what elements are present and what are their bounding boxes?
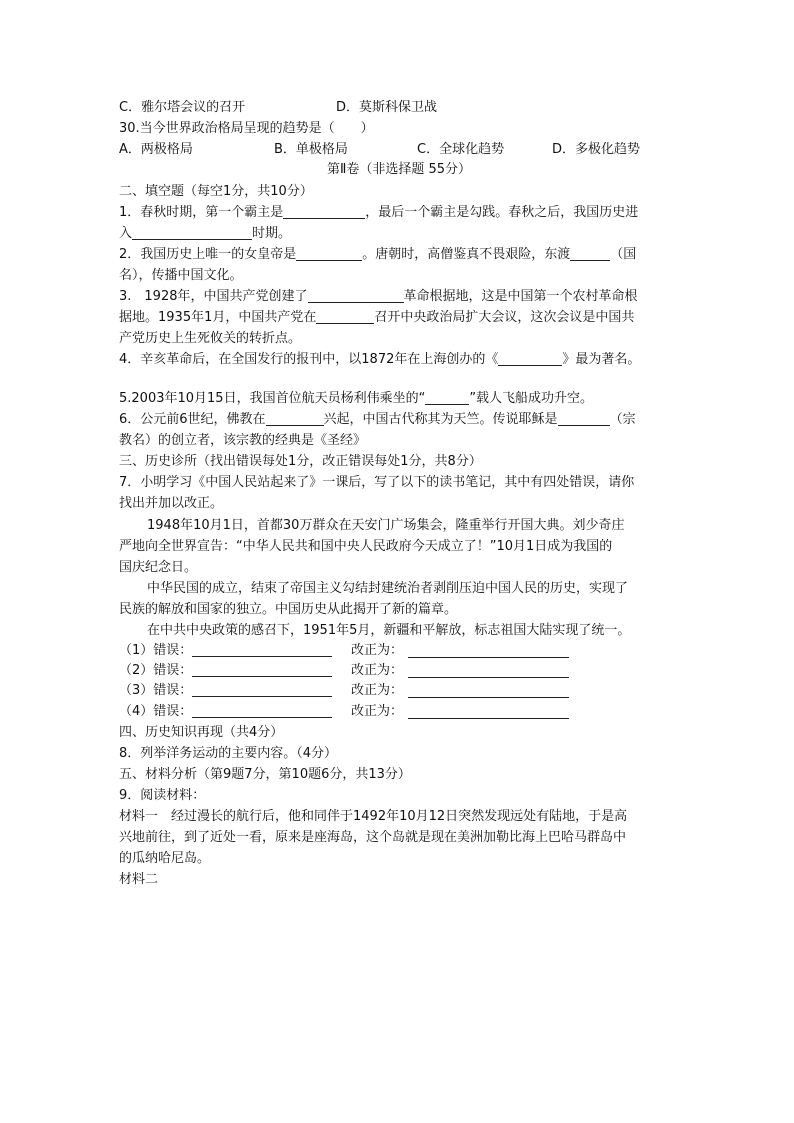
q30-option-a: A．两极格局	[119, 142, 193, 157]
q30-option-c: C．全球化趋势	[417, 142, 505, 157]
q2-blank-2[interactable]	[570, 247, 610, 261]
fill-heading: 二、填空题（每空1分，共10分）	[119, 184, 313, 199]
answer-row: （2）错误： 改正为：	[119, 661, 679, 681]
part2-title: 第Ⅱ卷（非选择题 55分）	[326, 162, 472, 177]
error-blank-1[interactable]	[192, 643, 332, 657]
q29-option-c: C．雅尔塔会议的召开	[119, 100, 246, 115]
q6-blank-1[interactable]	[266, 412, 324, 426]
q2-line1: 2．我国历史上唯一的女皇帝是 。唐朝时，高僧鉴真不畏艰险，东渡 （国	[119, 247, 637, 262]
q2-line2: 名），传播中国文化。	[119, 268, 243, 283]
material1-line3: 的瓜纳哈尼岛。	[119, 851, 211, 866]
q5-line: 5.2003年10月15日，我国首位航天员杨利伟乘坐的“ ”载人飞船成功升空。	[119, 391, 594, 406]
q3-line3: 产党历史上生死攸关的转折点。	[119, 331, 302, 346]
q1-line2: 入 时期。	[119, 226, 292, 241]
q7-line2: 找出并加以改正。	[119, 496, 224, 511]
q29-option-d: D．莫斯科保卫战	[336, 100, 438, 115]
error-blank-2[interactable]	[192, 663, 332, 677]
q1-blank-1[interactable]	[283, 205, 365, 219]
recall-heading: 四、历史知识再现（共4分）	[119, 725, 284, 740]
fix-blank-3[interactable]	[408, 684, 569, 698]
q1-line1: 1．春秋时期，第一个霸主是 ，最后一个霸主是勾践。春秋之后，我国历史进	[119, 205, 639, 220]
note-p1-line2: 严地向全世界宣告：“中华人民共和国中央人民政府今天成立了！”10月1日成为我国的	[119, 539, 613, 554]
material-heading: 五、材料分析（第9题7分，第10题6分，共13分）	[119, 767, 411, 782]
answer-row: （3）错误： 改正为：	[119, 681, 679, 701]
q29-options	[119, 98, 679, 118]
material2-label: 材料二	[119, 872, 159, 887]
fix-blank-4[interactable]	[408, 705, 569, 719]
q7-line1: 7．小明学习《中国人民站起来了》一课后，写了以下的读书笔记，其中有四处错误，请你	[119, 475, 635, 490]
diag-heading: 三、历史诊所（找出错误每处1分，改正错误每处1分，共8分）	[119, 454, 482, 469]
q3-line2: 据地。1935年1月，中国共产党在 召开中央政治局扩大会议，这次会议是中国共	[119, 310, 635, 325]
note-p1-line3: 国庆纪念日。	[119, 560, 198, 575]
q30-option-b: B．单极格局	[274, 142, 348, 157]
q2-blank-1[interactable]	[296, 247, 362, 261]
note-p2-line1: 中华民国的成立，结束了帝国主义勾结封建统治者剥削压迫中国人民的历史，实现了	[147, 581, 629, 596]
answer-row: （1）错误： 改正为：	[119, 641, 679, 661]
q6-blank-2[interactable]	[558, 412, 610, 426]
q6-line1: 6．公元前6世纪，佛教在 兴起，中国古代称其为天竺。传说耶稣是 （宗	[119, 412, 636, 427]
q4-blank[interactable]	[498, 352, 562, 366]
fix-blank-2[interactable]	[408, 664, 569, 678]
answer-row: （4）错误： 改正为：	[119, 702, 679, 722]
q3-blank-1[interactable]	[308, 289, 404, 303]
q6-line2: 教名）的创立者，该宗教的经典是《圣经》	[119, 433, 367, 448]
q4-line: 4．辛亥革命后，在全国发行的报刊中，以1872年在上海创办的《 》最为著名。	[119, 352, 641, 367]
fix-blank-1[interactable]	[408, 644, 569, 658]
q3-line1: 3. 1928年，中国共产党创建了 革命根据地，这是中国第一个农村革命根	[119, 289, 638, 304]
note-p1-line1: 1948年10月1日，首都30万群众在天安门广场集会，隆重举行开国大典。刘少奇庄	[147, 518, 625, 533]
q3-blank-2[interactable]	[316, 310, 374, 324]
error-blank-4[interactable]	[192, 704, 332, 718]
material1-line2: 兴地前往，到了近处一看，原来是座海岛，这个岛就是现在美洲加勒比海上巴哈马群岛中	[119, 830, 627, 845]
note-p3-line1: 在中共中央政策的感召下，1951年5月，新疆和平解放，标志祖国大陆实现了统一。	[147, 623, 631, 638]
q9-line: 9．阅读材料：	[119, 788, 206, 803]
material1-line1: 材料一 经过漫长的航行后，他和同伴于1492年10月12日突然发现远处有陆地，于是高	[119, 809, 628, 824]
q30-option-d: D．多极化趋势	[552, 142, 641, 157]
q8-line: 8．列举洋务运动的主要内容。（4分）	[119, 746, 338, 761]
q30-stem: 30.当今世界政治格局呈现的趋势是（ ）	[119, 121, 374, 136]
error-blank-3[interactable]	[192, 683, 332, 697]
note-p2-line2: 民族的解放和国家的独立。中国历史从此揭开了新的篇章。	[119, 602, 458, 617]
q5-blank[interactable]	[425, 391, 469, 405]
q1-blank-2[interactable]	[132, 226, 252, 240]
